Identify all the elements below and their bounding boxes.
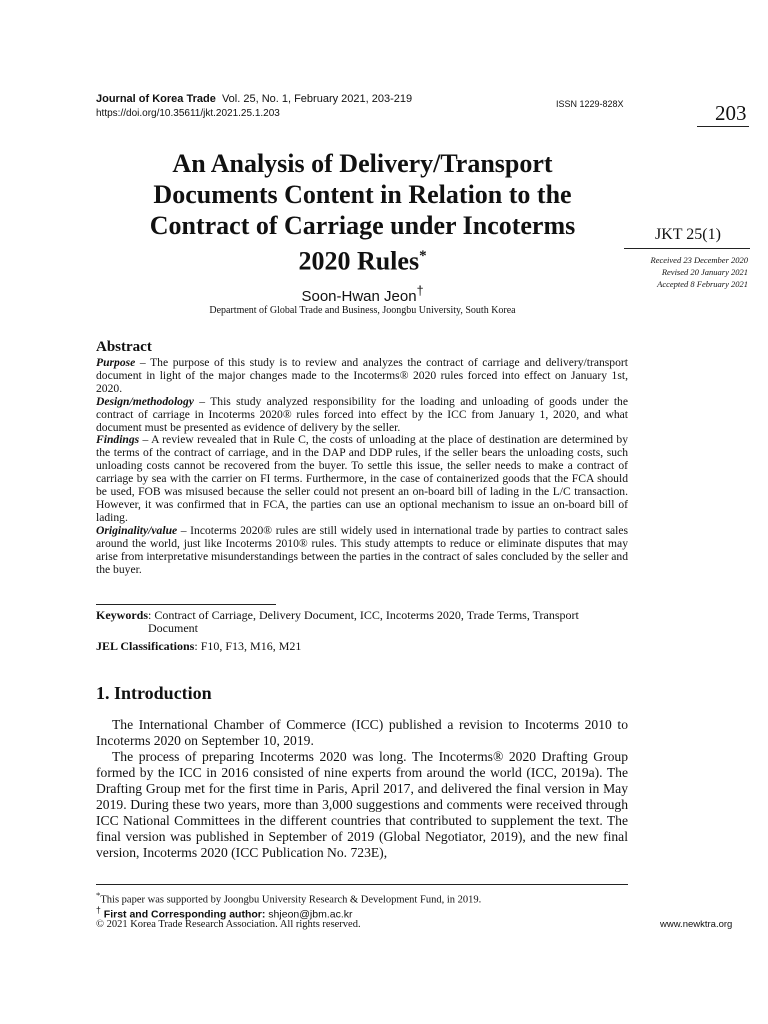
abstract-findings: Findings – A review revealed that in Rule C, the costs of unloading at the place of destination are determined by the terms of the contract of carriage, and in the DAP and DDP rules, if the seller bears the unloading costs, such unloading costs cannot be recovered from the buyer. To settle this issue, the seller needs to make a contract of carriage by sea with the carrier on FI terms. Furthermore, in the case of containerized goods that the FCA should be used, FOB was misused because the seller could not present an on-board bill of lading in the L/C transaction. However, it was confirmed that in FCA, the parties can use an optional mechanism to issue an on-board bill of lading. bbox=[96, 433, 628, 524]
jel-label: JEL Classifications bbox=[96, 639, 195, 653]
abstract-design: Design/methodology – This study analyzed responsibility for the loading and unloading of goods under the contract of carriage in Incoterms 2020® rules forced into effect by the ICC from January 1, 2020, and what document must be presented as evidence of delivery by the seller. bbox=[96, 394, 628, 434]
journal-citation bbox=[96, 93, 412, 105]
title-line-1: An Analysis of Delivery/Transport bbox=[172, 149, 553, 178]
title-line-3: Contract of Carriage under Incoterms bbox=[149, 211, 576, 240]
author-email-link[interactable]: shjeon@jbm.ac.kr bbox=[265, 908, 353, 921]
author-footnote-mark: † bbox=[416, 284, 424, 298]
abstract-heading: Abstract bbox=[96, 339, 152, 355]
website-link[interactable]: www.newktra.org bbox=[660, 919, 733, 930]
footnote-rule bbox=[96, 884, 628, 885]
affiliation: Department of Global Trade and Business, Joongbu University, South Korea bbox=[209, 305, 516, 316]
keywords bbox=[96, 609, 628, 635]
issn: ISSN 1229-828X bbox=[556, 99, 624, 109]
footnote-corresponding-author: † First and Corresponding author: shjeon@jbm.ac.kr bbox=[96, 905, 353, 921]
author-name: Soon-Hwan Jeon bbox=[301, 288, 417, 305]
page-number-rule bbox=[697, 126, 749, 127]
accepted-date: Accepted 8 February 2021 bbox=[657, 279, 748, 289]
footnote-funding: *This paper was supported by Joongbu University Research & Development Fund, in 2019. bbox=[96, 890, 482, 906]
jel-classifications bbox=[96, 639, 301, 654]
abstract-originality: Originality/value – Incoterms 2020® rules are still widely used in international trade by parties to contract sales around the world, just like Incoterms 2010® rules. This study attempts to reduce or eliminate disputes that may arise from interpretative misunderstandings between the parties in the contract of sales concluded by the seller and the buyer. bbox=[96, 523, 628, 576]
title-line-2: Documents Content in Relation to the bbox=[153, 180, 572, 209]
intro-paragraph-1: The International Chamber of Commerce (ICC) published a revision to Incoterms 2010 to Incoterms 2020 on September 10, 2019. bbox=[96, 717, 628, 748]
received-date: Received 23 December 2020 bbox=[650, 255, 748, 265]
abstract-body bbox=[96, 357, 628, 576]
revised-date: Revised 20 January 2021 bbox=[661, 267, 748, 277]
introduction-heading: 1. Introduction bbox=[96, 683, 212, 703]
paper-title bbox=[110, 148, 615, 277]
keywords-rule bbox=[96, 604, 276, 605]
journal-name: Journal of Korea Trade bbox=[96, 93, 216, 105]
title-footnote-mark: * bbox=[419, 248, 427, 264]
title-line-4: 2020 Rules* bbox=[298, 246, 427, 276]
page-number: 203 bbox=[715, 101, 747, 125]
abstract-purpose: Purpose – The purpose of this study is to review and analyzes the contract of carriage and delivery/transport document in light of the major changes made to the Incoterms® 2020 rules forced into effect on January 1st, 2020. bbox=[96, 356, 628, 395]
submission-dates bbox=[600, 254, 748, 290]
intro-paragraph-2: The process of preparing Incoterms 2020 was long. The Incoterms® 2020 Drafting Group formed by the ICC in 2016 consisted of nine experts from around the world (ICC, 2019a). The Drafting Group met for the first time in Paris, April 2017, and delivered the final version in May 2019. During these two years, more than 3,000 suggestions and comments were received through ICC National Committees in the different countries that contributed to supplement the text. The final version was published in September of 2019 (Global Negotiator, 2019), and the new final version, Incoterms 2020 (ICC Publication No. 723E), bbox=[96, 749, 628, 860]
volume-info: Vol. 25, No. 1, February 2021, 203-219 bbox=[221, 93, 413, 105]
copyright-notice: © 2021 Korea Trade Research Association. All rights reserved. bbox=[96, 919, 361, 930]
journal-issue-rule bbox=[624, 248, 750, 249]
keywords-text: : Contract of Carriage, Delivery Document, ICC, Incoterms 2020, Trade Terms, Transport Document bbox=[148, 608, 579, 635]
jel-text: : F10, F13, M16, M21 bbox=[194, 639, 302, 653]
journal-issue-label: JKT 25(1) bbox=[655, 226, 721, 243]
doi-link[interactable]: https://doi.org/10.35611/jkt.2021.25.1.203 bbox=[96, 108, 280, 119]
author bbox=[110, 284, 615, 305]
keywords-label: Keywords bbox=[96, 608, 148, 622]
introduction-body bbox=[96, 717, 628, 861]
